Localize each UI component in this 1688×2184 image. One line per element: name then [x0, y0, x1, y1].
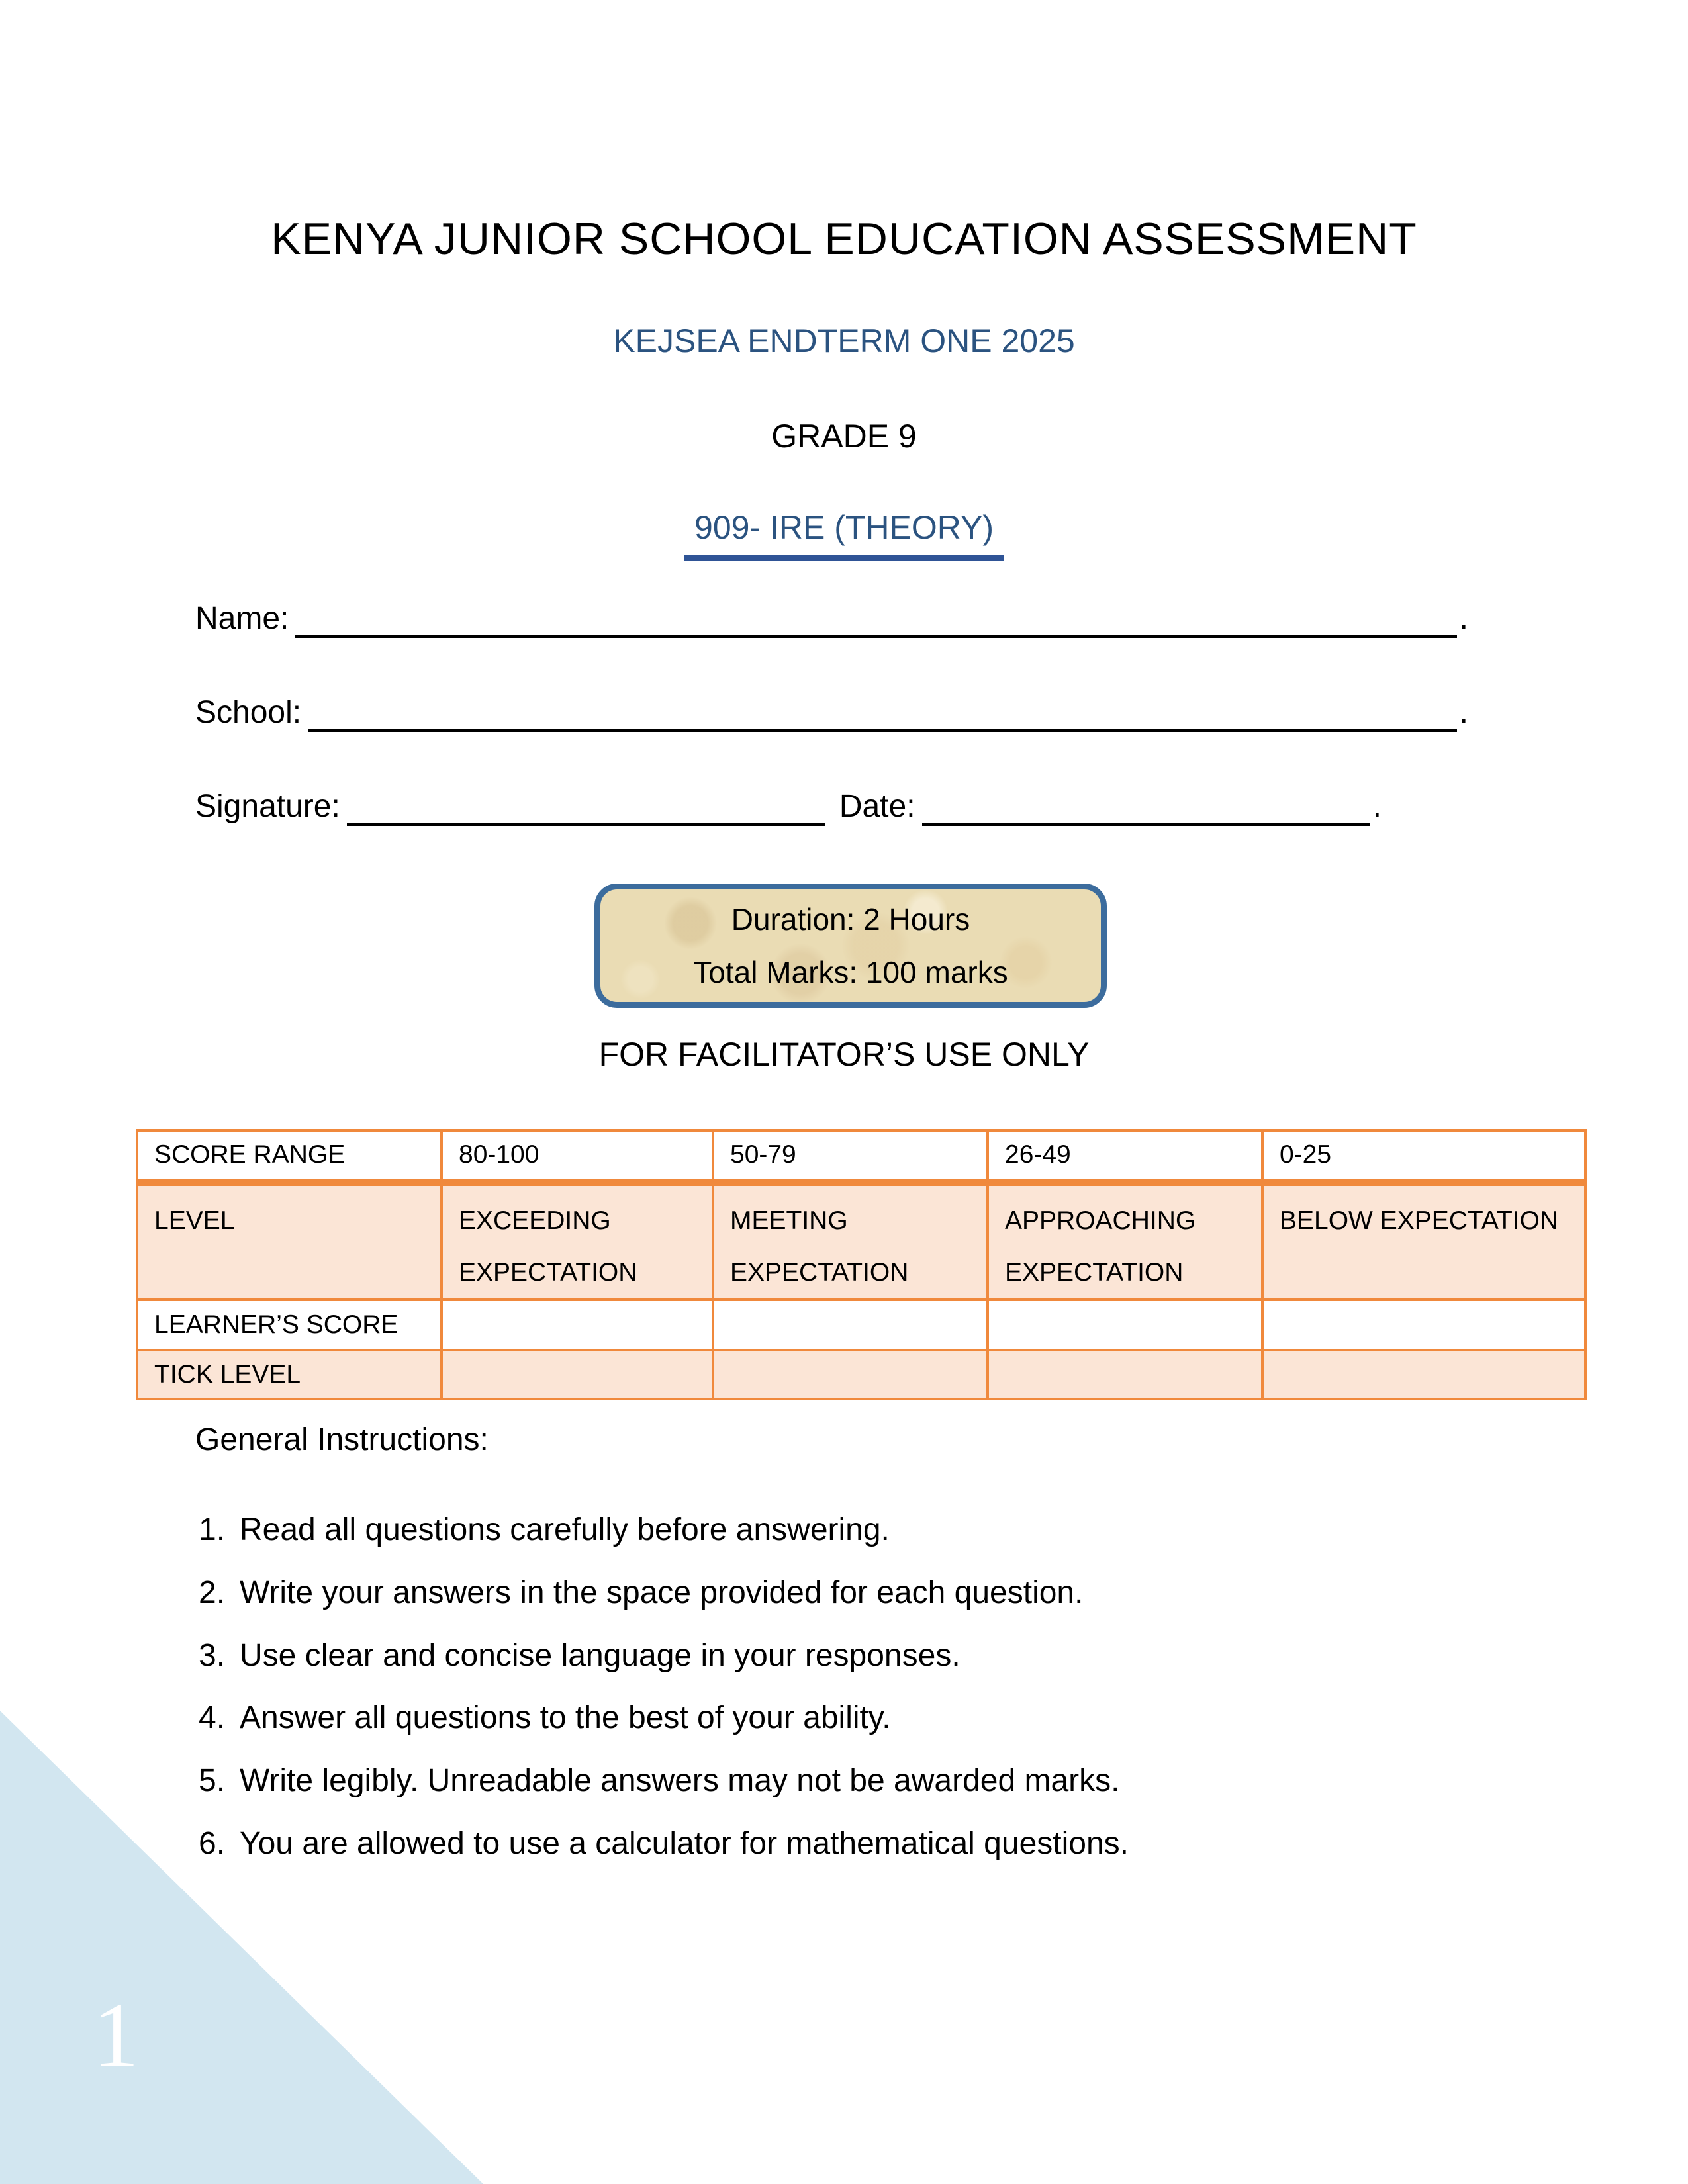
facilitator-heading: FOR FACILITATOR’S USE ONLY — [598, 1036, 1090, 1073]
instruction-item — [199, 1572, 1489, 1613]
instruction-text: You are allowed to use a calculator for mathematical questions. — [240, 1825, 1129, 1861]
instruction-number: 2. — [199, 1574, 226, 1610]
table-row-label: LEVEL — [137, 1182, 442, 1300]
instruction-text: Write your answers in the space provided for each question. — [240, 1574, 1084, 1610]
table-cell: 0-25 — [1262, 1130, 1585, 1182]
table-row-tick-level — [137, 1350, 1585, 1399]
tick-level-cell[interactable] — [713, 1350, 988, 1399]
instruction-number: 6. — [199, 1825, 226, 1861]
name-input-line[interactable] — [295, 597, 1456, 638]
learners-score-cell[interactable] — [442, 1300, 713, 1350]
paper-code-wrap — [0, 508, 1688, 561]
table-row-score-range — [137, 1130, 1585, 1182]
learners-score-cell[interactable] — [988, 1300, 1262, 1350]
date-line-terminator: . — [1372, 789, 1382, 824]
page-title: KENYA JUNIOR SCHOOL EDUCATION ASSESSMENT — [271, 214, 1417, 264]
name-field-row — [195, 597, 1468, 638]
signature-field-row — [195, 785, 1382, 826]
term-subtitle: KEJSEA ENDTERM ONE 2025 — [613, 322, 1075, 359]
table-cell: EXCEEDING EXPECTATION — [442, 1182, 713, 1300]
table-row-level — [137, 1182, 1585, 1300]
table-cell: MEETING EXPECTATION — [713, 1182, 988, 1300]
school-input-line[interactable] — [308, 691, 1457, 732]
instruction-item — [199, 1635, 1489, 1676]
paper-code: 909- IRE (THEORY) — [684, 508, 1004, 561]
table-cell: APPROACHING EXPECTATION — [988, 1182, 1262, 1300]
duration-text: Duration: 2 Hours — [731, 902, 970, 936]
date-input-line[interactable] — [922, 785, 1370, 826]
instruction-item — [199, 1823, 1489, 1864]
tick-level-cell[interactable] — [1262, 1350, 1585, 1399]
instruction-item — [199, 1760, 1489, 1801]
date-label: Date: — [839, 789, 915, 824]
table-cell: 50-79 — [713, 1130, 988, 1182]
table-cell: 26-49 — [988, 1130, 1262, 1182]
table-cell: BELOW EXPECTATION — [1262, 1182, 1585, 1300]
school-label: School: — [195, 695, 302, 730]
instruction-number: 3. — [199, 1637, 226, 1673]
instruction-text: Use clear and concise language in your responses. — [240, 1637, 961, 1673]
table-row-learners-score — [137, 1300, 1585, 1350]
instruction-text: Read all questions carefully before answering. — [240, 1512, 890, 1547]
total-marks-text: Total Marks: 100 marks — [693, 955, 1008, 989]
table-row-label: TICK LEVEL — [137, 1350, 442, 1399]
table-row-label: SCORE RANGE — [137, 1130, 442, 1182]
page-number: 1 — [93, 1984, 139, 2087]
instruction-number: 4. — [199, 1700, 226, 1735]
table-cell: 80-100 — [442, 1130, 713, 1182]
signature-label: Signature: — [195, 789, 340, 824]
instruction-number: 5. — [199, 1762, 226, 1798]
instruction-text: Answer all questions to the best of your ability. — [240, 1700, 891, 1735]
duration-marks-box — [594, 884, 1107, 1008]
grade-subtitle: GRADE 9 — [771, 418, 917, 455]
table-row-label: LEARNER’S SCORE — [137, 1300, 442, 1350]
name-line-terminator: . — [1459, 601, 1468, 636]
general-instructions-heading: General Instructions: — [195, 1422, 489, 1457]
tick-level-cell[interactable] — [442, 1350, 713, 1399]
tick-level-cell[interactable] — [988, 1350, 1262, 1399]
learners-score-cell[interactable] — [1262, 1300, 1585, 1350]
instruction-item — [199, 1509, 1489, 1550]
instruction-text: Write legibly. Unreadable answers may not be awarded marks. — [240, 1762, 1120, 1798]
instruction-item — [199, 1697, 1489, 1738]
school-line-terminator: . — [1459, 695, 1468, 730]
name-label: Name: — [195, 601, 289, 636]
instruction-number: 1. — [199, 1512, 226, 1547]
signature-input-line[interactable] — [347, 785, 825, 826]
school-field-row — [195, 691, 1468, 732]
learners-score-cell[interactable] — [713, 1300, 988, 1350]
facilitator-score-table — [136, 1129, 1587, 1400]
